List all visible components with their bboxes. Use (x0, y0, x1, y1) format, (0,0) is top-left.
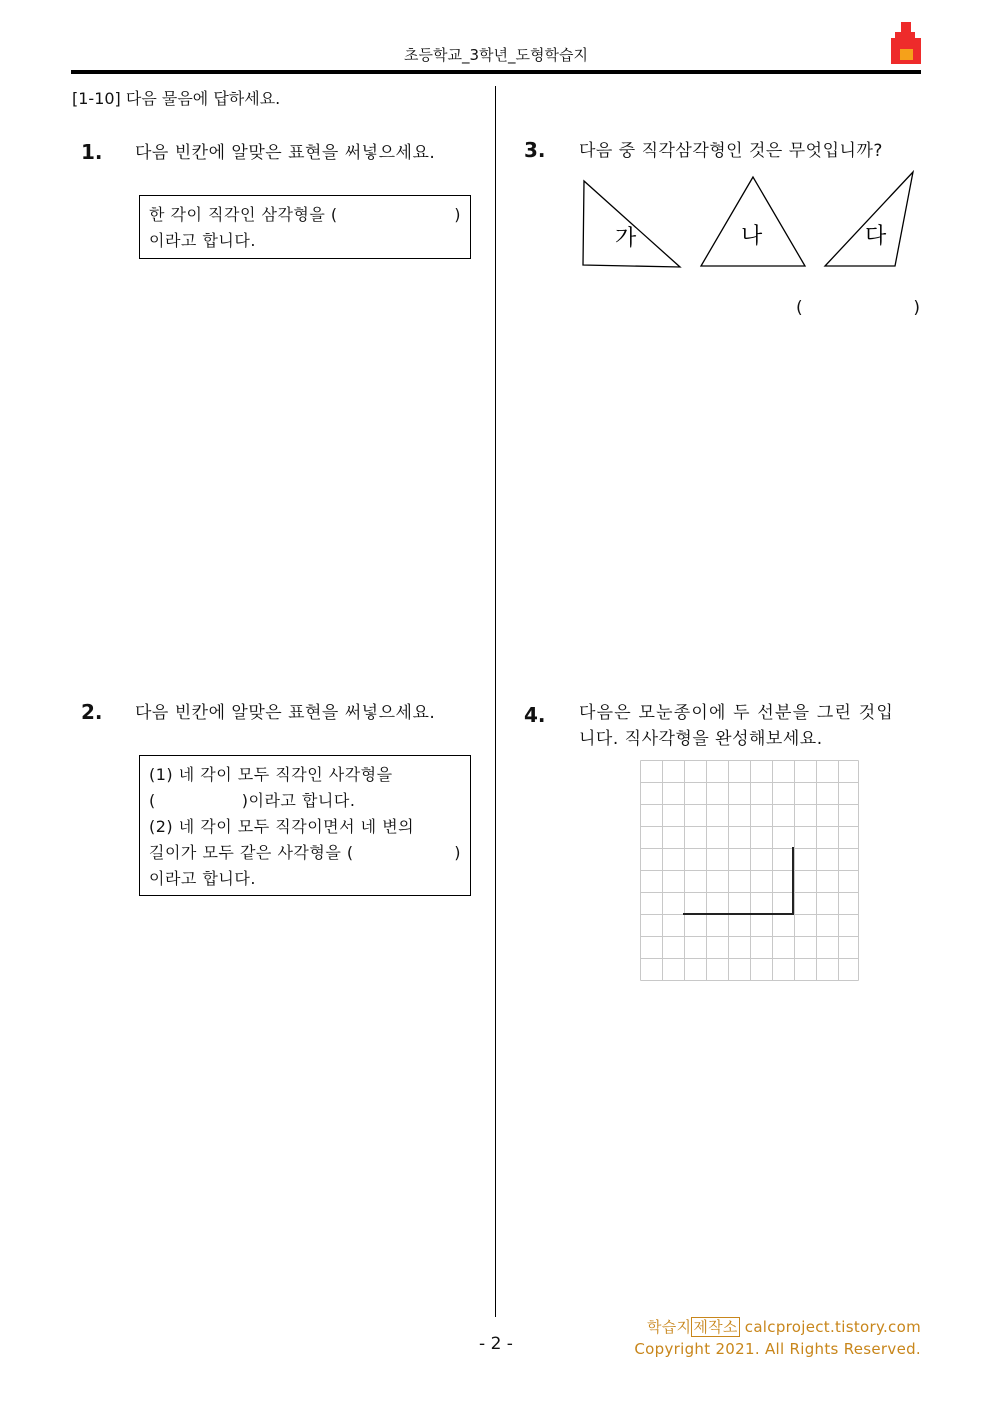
question-2-line4-start: 길이가 모두 같은 사각형을 ( (149, 843, 354, 862)
logo-icon (891, 22, 921, 66)
question-4-number: 4. (524, 703, 546, 727)
question-2-box (139, 755, 471, 896)
question-3-number: 3. (524, 138, 546, 162)
question-2-number: 2. (81, 700, 103, 724)
footer-copyright: Copyright 2021. All Rights Reserved. (634, 1340, 921, 1358)
column-divider (495, 86, 496, 1317)
question-4-text-line1-content: 다음은 모눈종이에 두 선분을 그린 것입 (579, 703, 894, 723)
question-3-answer[interactable] (796, 298, 920, 318)
question-1-box-line2: 이라고 합니다. (149, 231, 256, 250)
question-1-text: 다음 빈칸에 알맞은 표현을 써넣으세요. (135, 143, 436, 163)
question-2-line1: (1) 네 각이 모두 직각인 사각형을 (149, 765, 393, 784)
question-2-blank-1-open[interactable]: ( (149, 791, 156, 810)
grid-paper[interactable] (640, 760, 859, 981)
header-rule (71, 70, 921, 74)
question-2-line2-end: )이라고 합니다. (241, 791, 356, 810)
instruction-text: [1-10] 다음 물음에 답하세요. (72, 89, 281, 108)
footer-maker-prefix: 학습지 (646, 1318, 692, 1336)
question-2-line3: (2) 네 각이 모두 직각이면서 네 변의 (149, 817, 415, 836)
question-2-line2 (149, 788, 461, 814)
question-1-box-line1 (149, 202, 461, 228)
question-4-text-line2: 니다. 직사각형을 완성해보세요. (579, 729, 823, 749)
page-number: - 2 - (479, 1334, 513, 1354)
question-1-number: 1. (81, 140, 103, 164)
question-1-box-line1-start: 한 각이 직각인 삼각형을 ( (149, 205, 338, 224)
footer-site-line (647, 1316, 921, 1337)
header-title: 초등학교_3학년_도형학습지 (404, 46, 588, 64)
question-3-answer-open: ( (796, 298, 803, 318)
question-2-text: 다음 빈칸에 알맞은 표현을 써넣으세요. (135, 703, 436, 723)
triangle-ga[interactable] (583, 181, 680, 267)
triangle-da[interactable] (825, 172, 913, 266)
drawn-segments (683, 847, 793, 914)
triangle-na[interactable] (701, 177, 805, 266)
question-4-text (579, 700, 921, 752)
triangle-ga-label: 가 (615, 226, 637, 251)
footer-site-link[interactable]: calcproject.tistory.com (739, 1318, 921, 1336)
grid-lines (641, 761, 859, 981)
question-4-text-line1 (579, 700, 921, 726)
question-2-line5: 이라고 합니다. (149, 869, 256, 888)
triangle-da-label: 다 (865, 224, 887, 249)
triangles-figure (575, 165, 925, 275)
question-3-text: 다음 중 직각삼각형인 것은 무엇입니까? (579, 141, 883, 161)
question-2-blank-2-close[interactable]: ) (454, 843, 461, 862)
question-1-answer-blank[interactable]: ) (454, 205, 461, 224)
triangle-na-label: 나 (741, 224, 763, 249)
question-1-box (139, 195, 471, 259)
question-2-line4 (149, 840, 461, 866)
footer-maker-boxed: 제작소 (693, 1318, 738, 1336)
question-3-answer-close: ) (913, 298, 920, 318)
